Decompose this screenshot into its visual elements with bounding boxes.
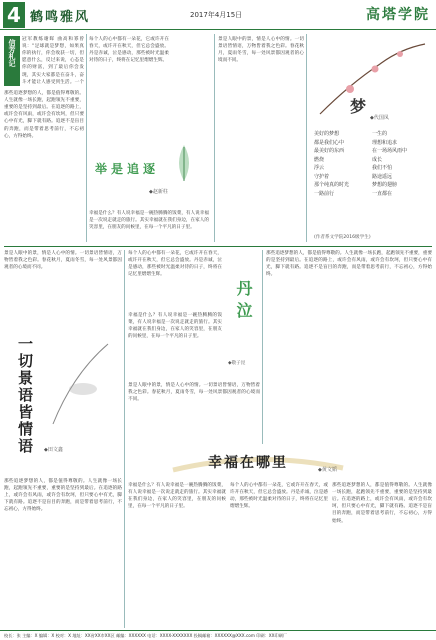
masthead: 高塔学院 xyxy=(366,7,430,23)
poem-line: 那个纯真的时光 xyxy=(314,182,350,188)
article-4-title-area xyxy=(128,446,432,480)
bottom-article-4-col-1: 幸福是什么？有人说幸福是一碗热腾腾的饭菜，有人说幸福是一次说走就走的旅行。其实幸福就在我们身边，在家人的笑容里，在朋友的问候里，在每一个平凡的日子里。 xyxy=(128,483,226,510)
bottom-left-top-text: 景是人眼中的景，情是人心中的情。一切景语皆情语，万物皆着我之色彩。春花秋月，夏雨冬雪，每一处风景都因观者的心境而不同。 xyxy=(4,251,122,271)
center-mid-text: 幸福是什么？有人说幸福是一碗热腾腾的饭菜，有人说幸福是一次说走就走的旅行。其实幸福就在我们身边，在家人的笑容里，在朋友的问候里，在每一个平凡的日子里。 xyxy=(89,211,209,231)
horizontal-divider xyxy=(4,246,432,247)
poem-line: 我们不怕 xyxy=(372,165,393,171)
page-number: 4 xyxy=(3,2,25,28)
bottom-article-4-col-3: 那些追逐梦想的人，都是值得尊敬的。人生就像一场长跑，起跑领先不重要，重要的是坚持到最后。在追逐的路上，或许会有风雨，或许会有坎坷，但只要心中有光，脚下就有路。追逐不是盲目的奔跑，而是带着思考前行，不忘初心，方得始终。 xyxy=(332,483,432,524)
column-label: 信芳札记 xyxy=(8,39,16,67)
paper-title: 鹤鸣雅风 xyxy=(30,10,91,25)
poem-author: ◆代国凤 xyxy=(370,115,389,121)
poem-line: 成长 xyxy=(372,156,383,163)
poem-line: 浮云 xyxy=(314,165,325,171)
article-2-title-area xyxy=(226,250,260,380)
poem-line: 守护着 xyxy=(314,173,330,180)
bottom-center-text-mid: 幸福是什么？有人说幸福是一碗热腾腾的饭菜，有人说幸福是一次说走就走的旅行。其实幸福就在我们身边，在家人的笑容里，在朋友的问候里，在每一个平凡的日子里。 xyxy=(128,313,222,340)
page-footer: 校长：张 主编：X 编辑：X 校对：X 地址：XX省XX市XX区 邮编：XXXXXX 电话：XXXX-XXXXXXX 投稿邮箱：XXXXXX@XXX.com 印刷：XX印刷厂 xyxy=(0,630,436,640)
article-2-title: 丹泣 xyxy=(234,280,253,324)
poem-line: 理想和追求 xyxy=(372,139,398,146)
left-text-block: 那些追逐梦想的人，都是值得尊敬的。人生就像一场长跑，起跑领先不重要，重要的是坚持到最后。在追逐的路上，或许会有风雨，或许会有坎坷，但只要心中有光，脚下就有路。追逐不是盲目的奔跑，而是带着思考前行，不忘初心，方得始终。 xyxy=(4,91,84,139)
article-4-title: 幸福在哪里 xyxy=(208,455,288,471)
center-top-text: 每个人的心中都有一朵花，它或许开在春天，或许开在秋天，但它总会盛放。丹是赤诚，泣是感动，那些被时光温柔对待的日子，终将在记忆里熠熠生辉。 xyxy=(89,37,169,64)
divider-2 xyxy=(214,34,215,242)
poem-line: 在一场场风雨中 xyxy=(372,148,408,154)
poem-title: 梦 xyxy=(350,97,367,116)
divider-3 xyxy=(306,34,307,242)
poem-line: 路途遥远 xyxy=(372,173,393,180)
poem-line: 燃烧 xyxy=(314,156,325,163)
article-2-author: ◆敬子昆 xyxy=(228,361,246,366)
poem-line: 一直都在 xyxy=(372,190,393,197)
page-header xyxy=(0,0,436,30)
leaf-decoration-icon xyxy=(169,143,199,183)
issue-date: 2017年4月15日 xyxy=(190,11,243,19)
poem-line: 一生的 xyxy=(372,131,388,137)
divider-1 xyxy=(86,34,87,242)
divider-5 xyxy=(262,250,263,444)
poem-line: 美好的梦想 xyxy=(314,131,340,137)
article-1-title: 举是追逐 xyxy=(95,162,160,176)
right-col-1-text: 景是人眼中的景，情是人心中的情。一切景语皆情语，万物皆着我之色彩。春花秋月，夏雨冬雪，每一处风景都因观者的心境而不同。 xyxy=(218,37,304,64)
column-left-top-text: 冠军教练谢晖 曲高和寡曾说：“足球就是梦想，如果真你的执行，你会收获一切，但愿意什么，反过来说，心态是你的财富，到了最后你会发现，其实大家都是在奋斗，奋斗才能让人感受到生活。一个 xyxy=(22,37,84,85)
poem-box xyxy=(310,34,432,244)
article-1-title-area xyxy=(89,138,209,208)
divider-4 xyxy=(124,250,125,628)
plum-blossom-icon xyxy=(310,34,432,124)
column-label-box xyxy=(4,36,20,86)
poem-line: 一路前行 xyxy=(314,190,335,197)
bottom-center-text-low: 景是人眼中的景，情是人心中的情。一切景语皆情语，万物皆着我之色彩。春花秋月，夏雨冬雪，每一处风景都因观者的心境而不同。 xyxy=(128,383,260,403)
poem-line: 梦想的翅膀 xyxy=(372,182,398,188)
bottom-left-bottom-text: 那些追逐梦想的人，都是值得尊敬的。人生就像一场长跑，起跑领先不重要，重要的是坚持到最后。在追逐的路上，或许会有风雨，或许会有坎坷，但只要心中有光，脚下就有路。追逐不是盲目的奔跑，而是带着思考前行，不忘初心，方得始终。 xyxy=(4,479,122,513)
poem-lines-left xyxy=(314,130,370,198)
article-3-title: 一切景语皆情语 xyxy=(16,336,34,455)
bottom-center-text-top: 每个人的心中都有一朵花，它或许开在春天，或许开在秋天，但它总会盛放。丹是赤诚，泣是感动，那些被时光温柔对待的日子，终将在记忆里熠熠生辉。 xyxy=(128,251,222,278)
poem-line: 最美好的东西 xyxy=(314,148,345,154)
bottom-right-text-top: 那些追逐梦想的人，都是值得尊敬的。人生就像一场长跑，起跑领先不重要，重要的是坚持到最后。在追逐的路上，或许会有风雨，或许会有坎坷，但只要心中有光，脚下就有路。追逐不是盲目的奔跑，而是带着思考前行，不忘初心，方得始终。 xyxy=(266,251,432,278)
article-4-author: ◆黄文韬 xyxy=(318,467,337,473)
bottom-article-4-col-2: 每个人的心中都有一朵花，它或许开在春天，或许开在秋天，但它总会盛放。丹是赤诚，泣是感动，那些被时光温柔对待的日子，终将在记忆里熠熠生辉。 xyxy=(230,483,328,510)
poem-note: (作者系文学院2016级学生) xyxy=(314,235,371,240)
poem-line: 都是我们心中 xyxy=(314,139,345,146)
ink-wash-decoration-icon xyxy=(48,334,118,434)
article-3-author: ◆田文鑫 xyxy=(44,447,63,453)
article-1-author: ◆赵新柱 xyxy=(149,189,168,195)
article-3-title-area xyxy=(4,326,122,476)
poem-lines-right xyxy=(372,130,430,198)
